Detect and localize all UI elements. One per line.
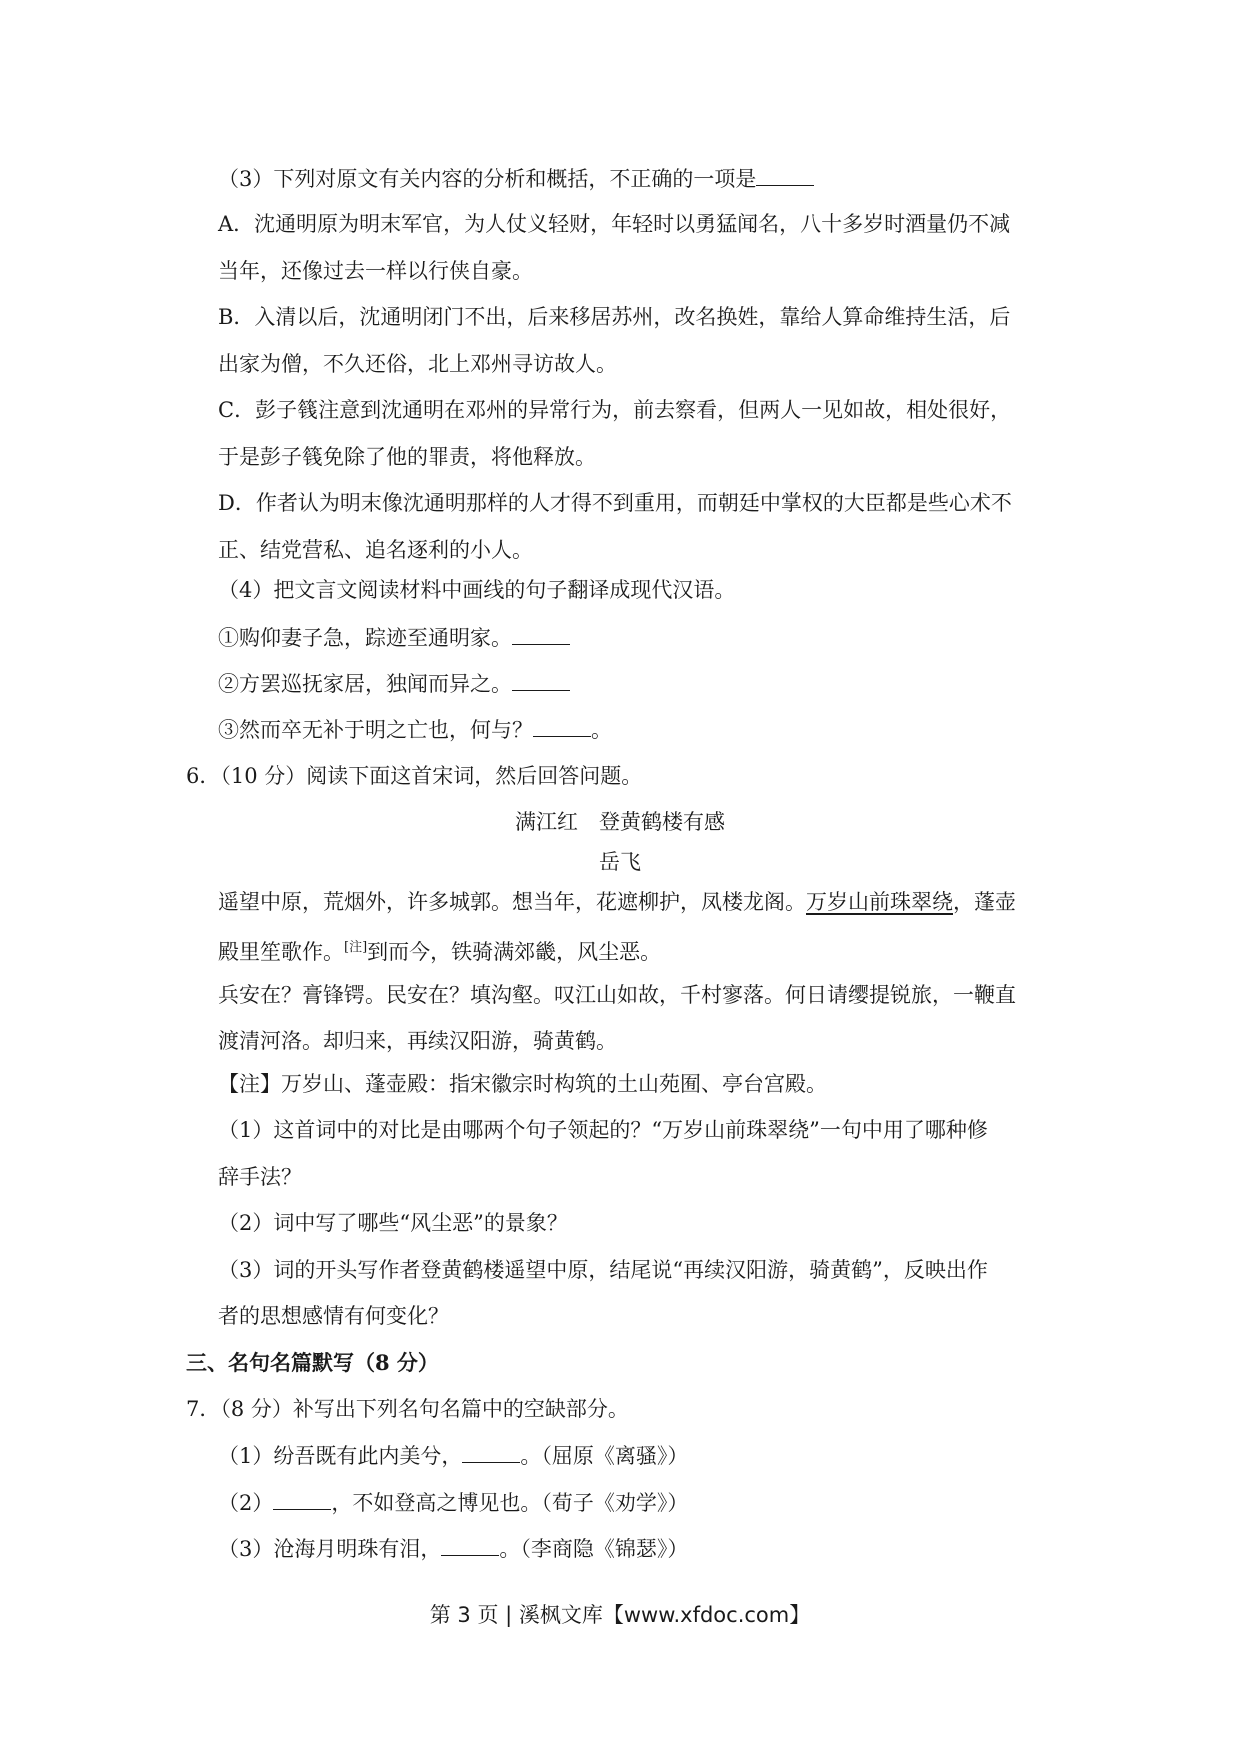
option-a-line1: A．沈通明原为明末军官，为人仗义轻财，年轻时以勇猛闻名，八十多岁时酒量仍不减 <box>218 212 1011 236</box>
underlined-phrase: 万岁山前珠翠绕 <box>806 890 953 914</box>
note-marker: [注] <box>344 940 368 955</box>
q7-item-1: （1）纷吾既有此内美兮， 。（屈原《离骚》） <box>218 1440 688 1470</box>
q6-sub1-line2: 辞手法？ <box>218 1165 302 1189</box>
answer-blank <box>512 622 570 645</box>
option-b-line2: 出家为僧，不久还俗，北上邓州寻访故人。 <box>218 352 617 376</box>
page-footer: 第 3 页 | 溪枫文库【www.xfdoc.com】 <box>429 1603 811 1627</box>
q6-sub3-line1: （3）词的开头写作者登黄鹤楼遥望中原，结尾说“再续汉阳游，骑黄鹤”，反映出作 <box>218 1258 988 1282</box>
q6-sub1-line1: （1）这首词中的对比是由哪两个句子领起的？“万岁山前珠翠绕”一句中用了哪种修 <box>218 1118 988 1142</box>
translate-item-2: ②方罢巡抚家居，独闻而异之。 <box>218 668 570 698</box>
answer-blank <box>756 163 814 186</box>
poem-line-4: 渡清河洛。却归来，再续汉阳游，骑黄鹤。 <box>218 1029 617 1053</box>
option-a-line2: 当年，还像过去一样以行侠自豪。 <box>218 259 533 283</box>
answer-blank <box>512 668 570 691</box>
q7-item-2: （2） ，不如登高之博见也。（荀子《劝学》） <box>218 1487 688 1517</box>
poem-note: 【注】万岁山、蓬壶殿：指宋徽宗时构筑的土山苑囿、亭台宫殿。 <box>218 1072 827 1096</box>
translate-item-1: ①购仰妻子急，踪迹至通明家。 <box>218 622 570 652</box>
q5-sub3-stem: （3）下列对原文有关内容的分析和概括，不正确的一项是 <box>218 163 814 193</box>
translate-item-3: ③然而卒无补于明之亡也，何与？ 。 <box>218 714 612 744</box>
q5-sub4-stem: （4）把文言文阅读材料中画线的句子翻译成现代汉语。 <box>218 578 736 602</box>
answer-blank <box>273 1487 331 1510</box>
option-b-line1: B．入清以后，沈通明闭门不出，后来移居苏州，改名换姓，靠给人算命维持生活，后 <box>218 305 1011 329</box>
q6-sub2: （2）词中写了哪些“风尘恶”的景象？ <box>218 1211 568 1235</box>
option-d-line1: D．作者认为明末像沈通明那样的人才得不到重用，而朝廷中掌权的大臣都是些心术不 <box>218 491 1012 515</box>
poem-author: 岳飞 <box>599 850 641 874</box>
option-c-line1: C．彭子篯注意到沈通明在邓州的异常行为，前去察看，但两人一见如故，相处很好， <box>218 398 1012 422</box>
section-3-heading: 三、名句名篇默写（8 分） <box>186 1350 439 1375</box>
answer-blank <box>462 1440 520 1463</box>
q6-stem: 6．（10 分）阅读下面这首宋词，然后回答问题。 <box>186 764 643 788</box>
option-d-line2: 正、结党营私、追名逐利的小人。 <box>218 538 533 562</box>
q6-sub3-line2: 者的思想感情有何变化？ <box>218 1304 449 1328</box>
poem-line-3: 兵安在？膏锋锷。民安在？填沟壑。叹江山如故，千村寥落。何日请缨提锐旅，一鞭直 <box>218 983 1016 1007</box>
q7-stem: 7．（8 分）补写出下列名句名篇中的空缺部分。 <box>186 1397 629 1421</box>
option-c-line2: 于是彭子篯免除了他的罪责，将他释放。 <box>218 445 596 469</box>
answer-blank <box>533 714 591 737</box>
q7-item-3: （3）沧海月明珠有泪， 。（李商隐《锦瑟》） <box>218 1533 688 1563</box>
poem-line-2: 殿里笙歌作。[注]到而今，铁骑满郊畿，风尘恶。 <box>218 940 662 964</box>
answer-blank <box>441 1533 499 1556</box>
poem-line-1: 遥望中原，荒烟外，许多城郭。想当年，花遮柳护，凤楼龙阁。万岁山前珠翠绕，蓬壶 <box>218 890 1016 914</box>
poem-title: 满江红 登黄鹤楼有感 <box>515 810 725 834</box>
